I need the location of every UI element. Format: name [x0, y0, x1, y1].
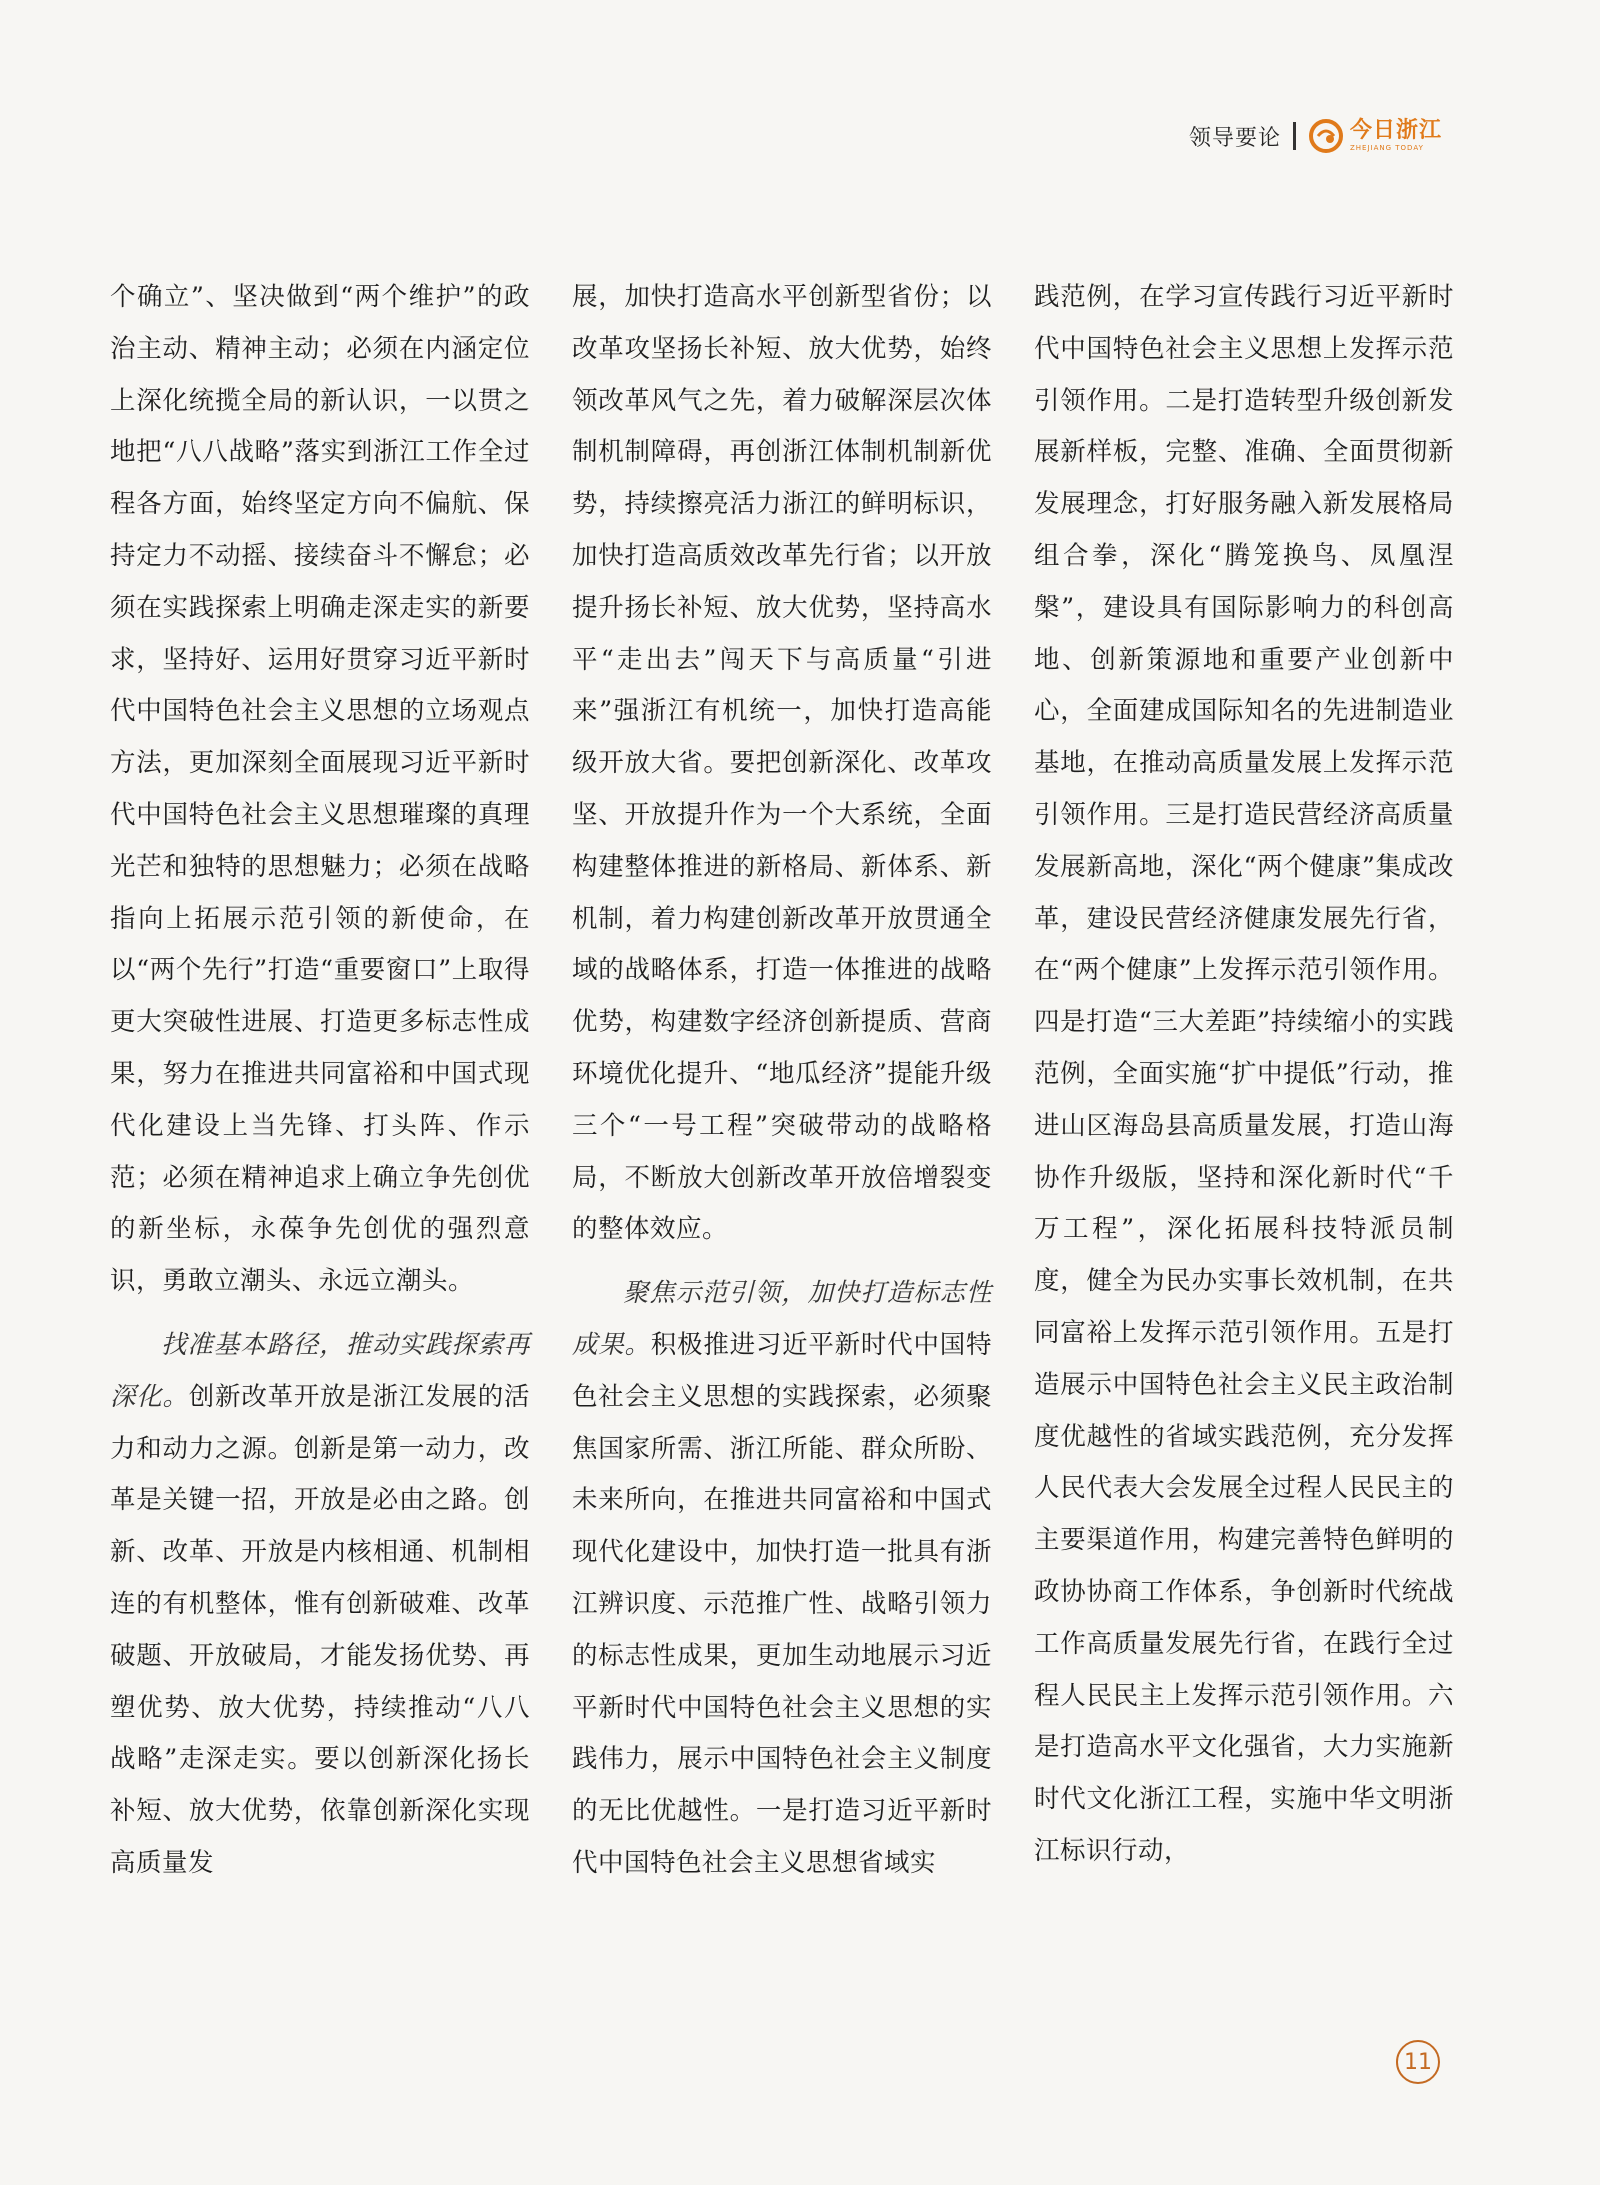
- paragraph: [110, 1320, 530, 1890]
- brand-text: [1350, 120, 1442, 152]
- column-3: [1034, 272, 1454, 1890]
- paragraph-body: 积极推进习近平新时代中国特色社会主义思想的实践探索，必须聚焦国家所需、浙江所能、群众所盼、未来所向，在推进共同富裕和中国式现代化建设中，加快打造一批具有浙江辨识度、示范推广性、战略引领力的标志性成果，更加生动地展示习近平新时代中国特色社会主义思想的实践伟力，展示中国特色社会主义制度的无比优越性。一是打造习近平新时代中国特色社会主义思想省域实: [572, 1329, 992, 1878]
- header-divider: [1293, 122, 1296, 150]
- section-label: 领导要论: [1188, 125, 1281, 151]
- column-2: [572, 272, 992, 1890]
- column-1: [110, 272, 530, 1890]
- paragraph: 践范例，在学习宣传践行习近平新时代中国特色社会主义思想上发挥示范引领作用。二是打造转型升级创新发展新样板，完整、准确、全面贯彻新发展理念，打好服务融入新发展格局组合拳，深化“腾笼换鸟、凤凰涅槃”，建设具有国际影响力的科创高地、创新策源地和重要产业创新中心，全面建成国际知名的先进制造业基地，在推动高质量发展上发挥示范引领作用。三是打造民营经济高质量发展新高地，深化“两个健康”集成改革，建设民营经济健康发展先行省，在“两个健康”上发挥示范引领作用。四是打造“三大差距”持续缩小的实践范例，全面实施“扩中提低”行动，推进山区海岛县高质量发展，打造山海协作升级版，坚持和深化新时代“千万工程”，深化拓展科技特派员制度，健全为民办实事长效机制，在共同富裕上发挥示范引领作用。五是打造展示中国特色社会主义民主政治制度优越性的省域实践范例，充分发挥人民代表大会发展全过程人民民主的主要渠道作用，构建完善特色鲜明的政协协商工作体系，争创新时代统战工作高质量发展先行省，在践行全过程人民民主上发挥示范引领作用。六是打造高水平文化强省，大力实施新时代文化浙江工程，实施中华文明浙江标识行动，: [1034, 282, 1454, 1866]
- paragraph-body: 创新改革开放是浙江发展的活力和动力之源。创新是第一动力，改革是关键一招，开放是必由之路。创新、改革、开放是内核相通、机制相连的有机整体，惟有创新破难、改革破题、开放破局，才能发扬优势、再塑优势、放大优势，持续推动“八八战略”走深走实。要以创新深化扬长补短、放大优势，依靠创新深化实现高质量发: [110, 1381, 530, 1878]
- brand: [1308, 118, 1442, 154]
- brand-name: 今日浙江: [1349, 118, 1442, 143]
- article-columns: [110, 272, 1454, 1890]
- paragraph: 个确立”、坚决做到“两个维护”的政治主动、精神主动；必须在内涵定位上深化统揽全局的新认识，一以贯之地把“八八战略”落实到浙江工作全过程各方面，始终坚定方向不偏航、保持定力不动摇、接续奋斗不懈怠；必须在实践探索上明确走深走实的新要求，坚持好、运用好贯穿习近平新时代中国特色社会主义思想的立场观点方法，更加深刻全面展现习近平新时代中国特色社会主义思想璀璨的真理光芒和独特的思想魅力；必须在战略指向上拓展示范引领的新使命，在以“两个先行”打造“重要窗口”上取得更大突破性进展、打造更多标志性成果，努力在推进共同富裕和中国式现代化建设上当先锋、打头阵、作示范；必须在精神追求上确立争先创优的新坐标，永葆争先创优的强烈意识，勇敢立潮头、永远立潮头。: [110, 282, 530, 1297]
- paragraph-lead: 找准基本路径，推动实践探索再深化。: [110, 1329, 530, 1412]
- paragraph: 展，加快打造高水平创新型省份；以改革攻坚扬长补短、放大优势，始终领改革风气之先，着力破解深层次体制机制障碍，再创浙江体制机制新优势，持续擦亮活力浙江的鲜明标识，加快打造高质效改革先行省；以开放提升扬长补短、放大优势，坚持高水平“走出去”闯天下与高质量“引进来”强浙江有机统一，加快打造高能级开放大省。要把创新深化、改革攻坚、开放提升作为一个大系统，全面构建整体推进的新格局、新体系、新机制，着力构建创新改革开放贯通全域的战略体系，打造一体推进的战略优势，构建数字经济创新提质、营商环境优化提升、“地瓜经济”提能升级三个“一号工程”突破带动的战略格局，不断放大创新改革开放倍增裂变的整体效应。: [572, 282, 992, 1245]
- paragraph: [572, 1268, 992, 1890]
- zhejiang-today-logo-icon: [1308, 118, 1344, 154]
- page-header: [1189, 118, 1442, 154]
- brand-name-en: ZHEJIANG TODAY: [1349, 144, 1424, 152]
- page-number: 11: [1396, 2040, 1440, 2084]
- paragraph-lead: 聚焦示范引领，加快打造标志性成果。: [572, 1278, 992, 1360]
